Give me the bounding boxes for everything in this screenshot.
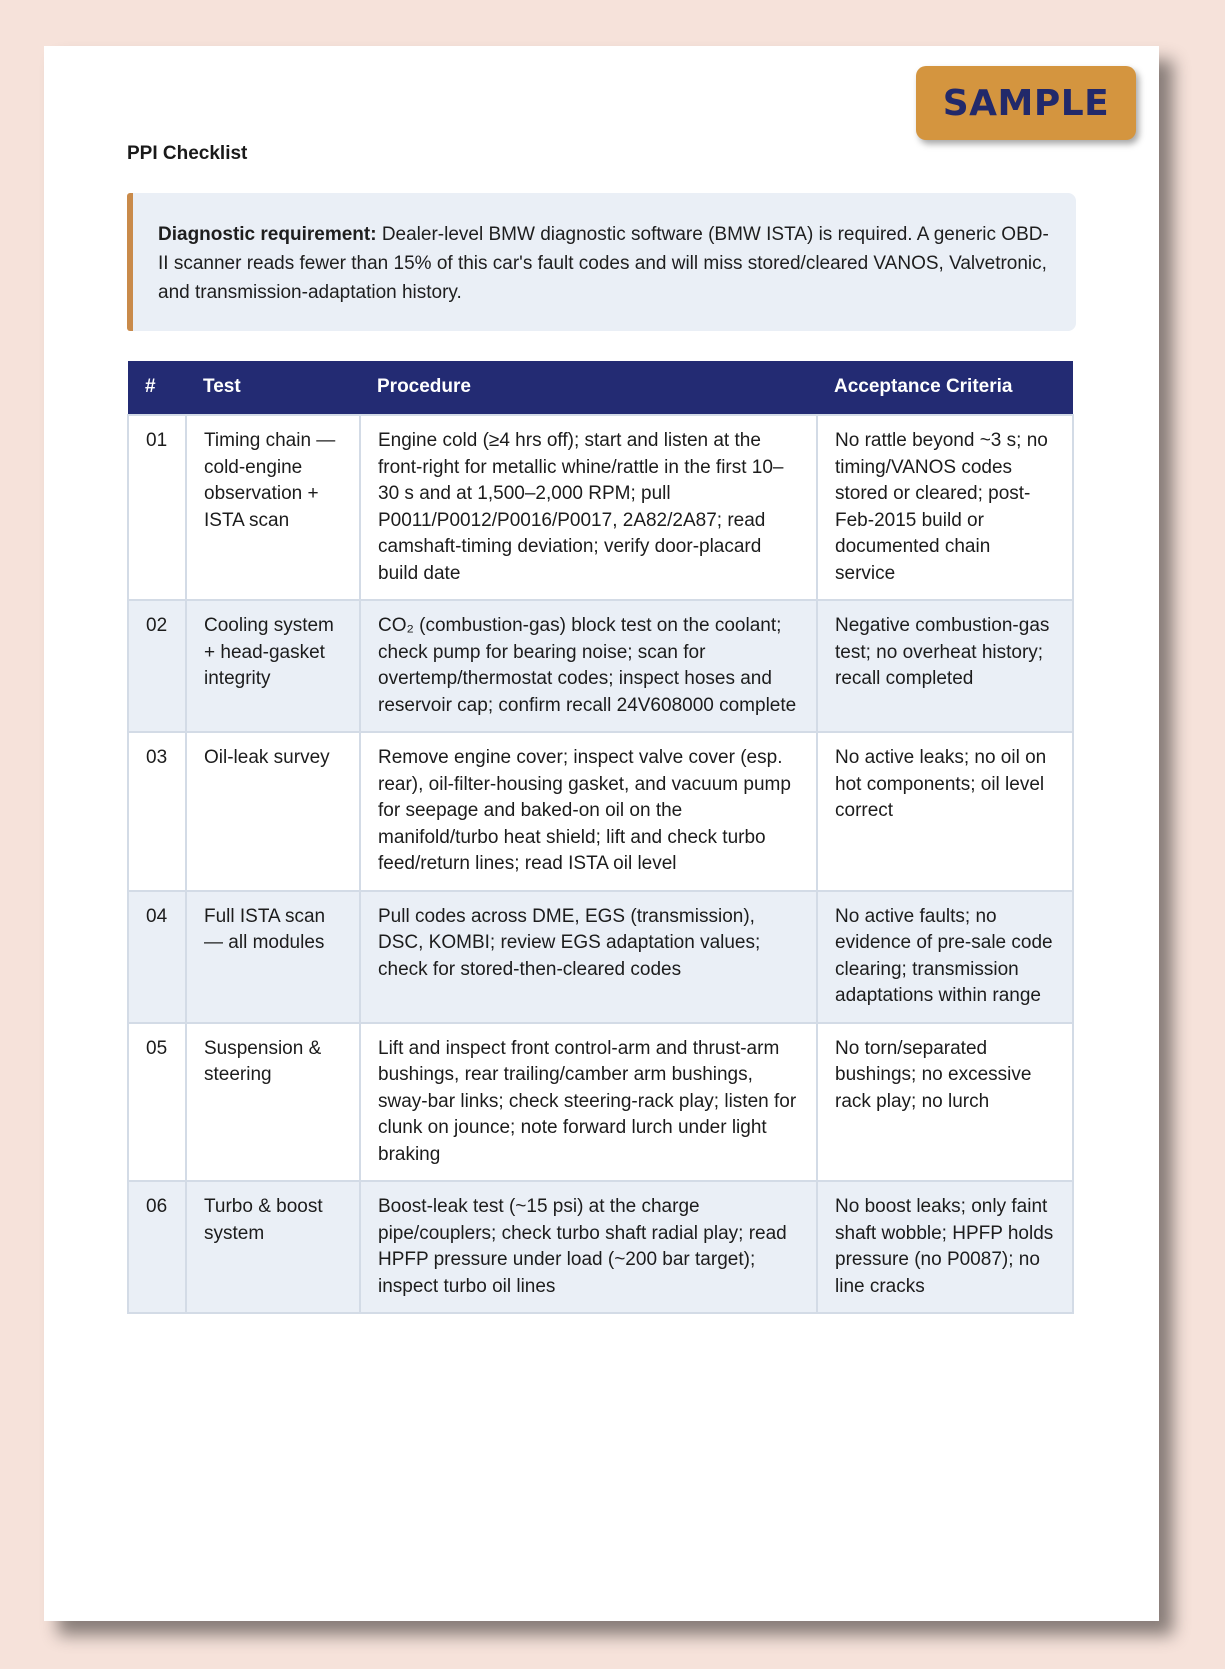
row-procedure: Engine cold (≥4 hrs off); start and listen at the front-right for metallic whine/rattle in the first 10–30 s and at 1,500–2,000 RPM; pull P0011/P0012/P0016/P0017, 2A82/2A87; read camshaft-timing deviation; verify door-placard build date — [360, 415, 817, 600]
row-number: 02 — [128, 600, 186, 732]
row-procedure: CO₂ (combustion-gas) block test on the coolant; check pump for bearing noise; scan for overtemp/thermostat codes; inspect hoses and reservoir cap; confirm recall 24V608000 complete — [360, 600, 817, 732]
row-test: Full ISTA scan — all modules — [186, 891, 360, 1023]
checklist-table — [127, 361, 1074, 1314]
table-row — [128, 600, 1073, 732]
page-title: PPI Checklist — [127, 143, 248, 164]
header-procedure: Procedure — [360, 361, 817, 415]
table-row — [128, 732, 1073, 891]
row-criteria: Negative combustion-gas test; no overheat history; recall completed — [817, 600, 1073, 732]
row-test: Turbo & boost system — [186, 1181, 360, 1313]
row-criteria: No rattle beyond ~3 s; no timing/VANOS codes stored or cleared; post-Feb-2015 build or documented chain service — [817, 415, 1073, 600]
row-test: Timing chain — cold-engine observation + ISTA scan — [186, 415, 360, 600]
table-row — [128, 1023, 1073, 1182]
header-test: Test — [186, 361, 360, 415]
row-criteria: No active faults; no evidence of pre-sale code clearing; transmission adaptations within range — [817, 891, 1073, 1023]
row-criteria: No active leaks; no oil on hot components; oil level correct — [817, 732, 1073, 891]
callout-label: Diagnostic requirement: — [158, 224, 377, 245]
row-test: Oil-leak survey — [186, 732, 360, 891]
header-acceptance-criteria: Acceptance Criteria — [817, 361, 1073, 415]
table-row — [128, 891, 1073, 1023]
row-number: 03 — [128, 732, 186, 891]
row-number: 04 — [128, 891, 186, 1023]
row-test: Suspension & steering — [186, 1023, 360, 1182]
row-procedure: Lift and inspect front control-arm and thrust-arm bushings, rear trailing/camber arm bushings, sway-bar links; check steering-rack play; listen for clunk on jounce; note forward lurch under light braking — [360, 1023, 817, 1182]
row-test: Cooling system + head-gasket integrity — [186, 600, 360, 732]
row-procedure: Boost-leak test (~15 psi) at the charge pipe/couplers; check turbo shaft radial play; read HPFP pressure under load (~200 bar target); inspect turbo oil lines — [360, 1181, 817, 1313]
table-row — [128, 415, 1073, 600]
row-number: 06 — [128, 1181, 186, 1313]
row-procedure: Pull codes across DME, EGS (transmission), DSC, KOMBI; review EGS adaptation values; check for stored-then-cleared codes — [360, 891, 817, 1023]
row-procedure: Remove engine cover; inspect valve cover (esp. rear), oil-filter-housing gasket, and vacuum pump for seepage and baked-on oil on the manifold/turbo heat shield; lift and check turbo feed/return lines; read ISTA oil level — [360, 732, 817, 891]
sample-stamp: SAMPLE — [916, 66, 1136, 140]
row-criteria: No torn/separated bushings; no excessive rack play; no lurch — [817, 1023, 1073, 1182]
diagnostic-callout — [127, 193, 1076, 331]
row-criteria: No boost leaks; only faint shaft wobble; HPFP holds pressure (no P0087); no line cracks — [817, 1181, 1073, 1313]
header-number: # — [128, 361, 186, 415]
row-number: 01 — [128, 415, 186, 600]
table-header-row — [128, 361, 1073, 415]
table-row — [128, 1181, 1073, 1313]
callout-text: Dealer-level BMW diagnostic software (BMW ISTA) is required. A generic OBD-II scanner reads fewer than 15% of this car's fault codes and will miss stored/cleared VANOS, Valvetronic, and transmission-adaptation history. — [158, 224, 1049, 303]
row-number: 05 — [128, 1023, 186, 1182]
